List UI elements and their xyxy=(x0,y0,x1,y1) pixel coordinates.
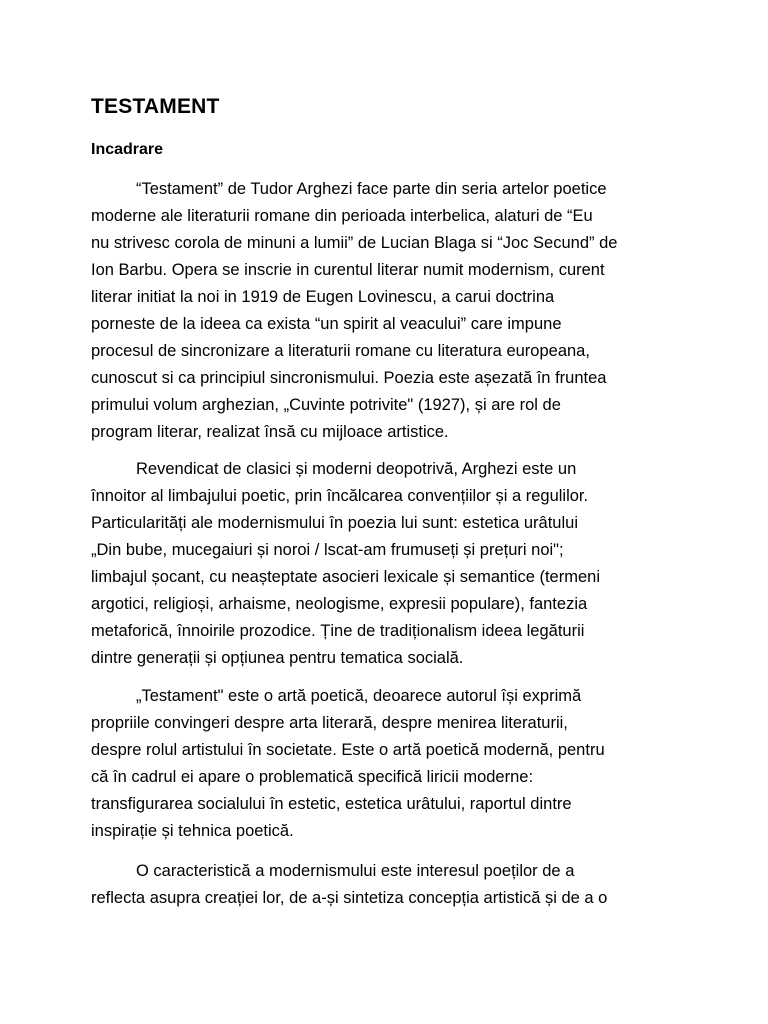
paragraph-line: primului volum arghezian, „Cuvinte potrivite" (1927), și are rol de xyxy=(91,396,561,414)
paragraph-4 xyxy=(91,858,691,912)
paragraph-line: propriile convingeri despre arta literară, despre menirea literaturii, xyxy=(91,714,568,732)
paragraph-line: moderne ale literaturii romane din perioada interbelica, alaturi de “Eu xyxy=(91,207,593,225)
paragraph-line: O caracteristică a modernismului este interesul poeților de a xyxy=(136,862,575,880)
paragraph-line: dintre generații și opțiunea pentru tematica socială. xyxy=(91,649,464,667)
paragraph-line: literar initiat la noi in 1919 de Eugen Lovinescu, a carui doctrina xyxy=(91,288,555,306)
paragraph-line: înnoitor al limbajului poetic, prin încălcarea convențiilor și a regulilor. xyxy=(91,487,589,505)
paragraph-line: program literar, realizat însă cu mijloace artistice. xyxy=(91,423,449,441)
paragraph-line: inspirație și tehnica poetică. xyxy=(91,822,294,840)
paragraph-line: cunoscut si ca principiul sincronismului. Poezia este așezată în fruntea xyxy=(91,369,607,387)
paragraph-line: porneste de la ideea ca exista “un spirit al veacului” care impune xyxy=(91,315,562,333)
paragraph-line: reflecta asupra creației lor, de a-și sintetiza concepția artistică și de a o xyxy=(91,889,608,907)
paragraph-line: metaforică, înnoirile prozodice. Ține de tradiționalism ideea legăturii xyxy=(91,622,585,640)
paragraph-3 xyxy=(91,683,691,845)
paragraph-line: „Din bube, mucegaiuri și noroi / lscat-am frumuseți și prețuri noi"; xyxy=(91,541,564,559)
paragraph-line: Particularități ale modernismului în poezia lui sunt: estetica urâtului xyxy=(91,514,578,532)
paragraph-line: argotici, religioși, arhaisme, neologisme, expresii populare), fantezia xyxy=(91,595,588,613)
document-title: TESTAMENT xyxy=(91,95,220,118)
paragraph-line: „Testament" este o artă poetică, deoarece autorul își exprimă xyxy=(136,687,582,705)
paragraph-line: Ion Barbu. Opera se inscrie in curentul literar numit modernism, curent xyxy=(91,261,605,279)
section-heading: Incadrare xyxy=(91,141,164,158)
paragraph-line: despre rolul artistului în societate. Este o artă poetică modernă, pentru xyxy=(91,741,605,759)
paragraph-line: Revendicat de clasici și moderni deopotrivă, Arghezi este un xyxy=(136,460,577,478)
paragraph-line: procesul de sincronizare a literaturii romane cu literatura europeana, xyxy=(91,342,590,360)
paragraph-line: nu strivesc corola de minuni a lumii” de Lucian Blaga si “Joc Secund” de xyxy=(91,234,618,252)
paragraph-line: “Testament” de Tudor Arghezi face parte din seria artelor poetice xyxy=(136,180,607,198)
paragraph-line: că în cadrul ei apare o problematică specifică liricii moderne: xyxy=(91,768,534,786)
paragraph-line: transfigurarea socialului în estetic, estetica urâtului, raportul dintre xyxy=(91,795,572,813)
paragraph-1 xyxy=(91,176,691,446)
paragraph-2 xyxy=(91,456,691,672)
paragraph-line: limbajul șocant, cu neașteptate asocieri lexicale și semantice (termeni xyxy=(91,568,600,586)
